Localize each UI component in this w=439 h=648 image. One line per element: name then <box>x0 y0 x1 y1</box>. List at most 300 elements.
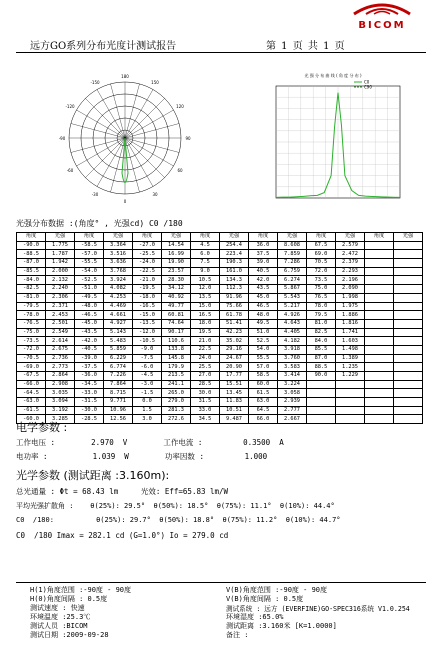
table-cell: 29.16 <box>220 345 249 354</box>
table-cell <box>365 345 394 354</box>
footer-humidity: 环境湿度 :65.0% <box>226 613 284 621</box>
table-cell: -76.5 <box>17 319 46 328</box>
polar-label-m150: -150 <box>90 80 100 85</box>
table-cell: 1.229 <box>336 372 365 381</box>
table-cell: 1.741 <box>336 328 365 337</box>
table-cell: 40.92 <box>162 293 191 302</box>
table-cell: -46.5 <box>75 311 104 320</box>
table-cell: 11.83 <box>220 398 249 407</box>
table-header-row <box>17 233 423 242</box>
footer-temperature: 环境温度 :25.3℃ <box>30 613 91 621</box>
polar-label-90: 90 <box>185 136 191 141</box>
table-cell: 4.927 <box>104 319 133 328</box>
curve-legend <box>354 80 372 90</box>
table-cell: 112.3 <box>220 285 249 294</box>
table-cell: -9.0 <box>133 345 162 354</box>
table-row <box>17 311 423 320</box>
table-cell <box>365 372 394 381</box>
table-cell: 12.56 <box>104 415 133 424</box>
table-header-cell: 角度 <box>249 233 278 242</box>
table-cell: -48.0 <box>75 302 104 311</box>
table-header-cell: 光强 <box>162 233 191 242</box>
table-cell: -39.0 <box>75 354 104 363</box>
table-cell: -1.5 <box>133 389 162 398</box>
table-cell: 1.5 <box>133 406 162 415</box>
table-cell: 85.5 <box>307 345 336 354</box>
polar-ray <box>125 90 153 139</box>
footer-h-step: H(0)角度间隔 : 0.5度 <box>30 595 108 603</box>
table-cell: 70.5 <box>307 259 336 268</box>
table-cell: -24.0 <box>133 259 162 268</box>
intensity-table <box>16 232 423 424</box>
table-cell: 4.469 <box>104 302 133 311</box>
table-cell: 272.6 <box>162 415 191 424</box>
curve-title: 光 强 分 布 曲 线 ( 角 度 分 布 ) <box>304 73 362 78</box>
table-cell: 19.5 <box>191 328 220 337</box>
table-cell: -75.0 <box>17 328 46 337</box>
table-cell: 10.96 <box>104 406 133 415</box>
table-cell: 90.0 <box>307 372 336 381</box>
table-cell: 61.78 <box>220 311 249 320</box>
table-header-cell: 光强 <box>336 233 365 242</box>
table-cell: 281.3 <box>162 406 191 415</box>
table-cell: 66.0 <box>249 415 278 424</box>
table-cell: 39.0 <box>249 259 278 268</box>
table-cell: 79.5 <box>307 311 336 320</box>
table-cell <box>394 319 423 328</box>
table-cell: 5.217 <box>278 302 307 311</box>
table-cell: 2.675 <box>46 345 75 354</box>
table-header-cell: 光强 <box>46 233 75 242</box>
table-header-cell: 光强 <box>104 233 133 242</box>
polar-label-180: 180 <box>121 74 129 79</box>
table-row <box>17 276 423 285</box>
table-cell: 15.51 <box>220 380 249 389</box>
table-cell: 213.5 <box>162 372 191 381</box>
table-cell: 2.614 <box>46 337 75 346</box>
table-cell: 63.0 <box>249 398 278 407</box>
table-cell: 28.5 <box>191 380 220 389</box>
optical-title: 光学参数 (测试距离 :3.160m): <box>16 469 170 482</box>
table-cell: 58.5 <box>249 372 278 381</box>
table-cell: 3.768 <box>104 267 133 276</box>
table-cell: -61.5 <box>17 406 46 415</box>
table-cell: 90.17 <box>162 328 191 337</box>
polar-ray <box>71 124 125 138</box>
table-cell: -67.5 <box>17 372 46 381</box>
table-cell: 223.4 <box>220 250 249 259</box>
table-cell: 2.864 <box>46 372 75 381</box>
table-cell: 3.414 <box>278 372 307 381</box>
polar-ray <box>77 110 126 138</box>
table-cell: 2.379 <box>336 259 365 268</box>
logo-text: BICOM <box>358 20 406 30</box>
table-row <box>17 250 423 259</box>
table-cell: 78.0 <box>307 302 336 311</box>
optical-line-2: 平均光强扩散角 : θ(25%): 29.5° θ(50%): 18.5° θ(75%): 11.1° θ(10%): 44.4° <box>16 502 335 510</box>
table-cell <box>336 389 365 398</box>
table-row <box>17 241 423 250</box>
table-cell: 76.5 <box>307 293 336 302</box>
table-cell: -55.5 <box>75 259 104 268</box>
table-cell: 2.472 <box>336 250 365 259</box>
table-cell: 161.0 <box>220 267 249 276</box>
table-cell: 4.5 <box>191 241 220 250</box>
table-cell: 4.661 <box>104 311 133 320</box>
table-cell <box>336 398 365 407</box>
table-cell: 60.81 <box>162 311 191 320</box>
table-cell: 75.66 <box>220 302 249 311</box>
table-cell <box>394 406 423 415</box>
footer-system: 测试系统 : 远方 (EVERFINE)GO-SPEC316系统 V1.0.254 <box>226 605 410 613</box>
table-cell: -57.0 <box>75 250 104 259</box>
table-body <box>17 241 423 423</box>
table-cell: -51.0 <box>75 285 104 294</box>
table-cell: -45.0 <box>75 319 104 328</box>
table-cell: 16.5 <box>191 311 220 320</box>
table-header-cell: 角度 <box>17 233 46 242</box>
table-row <box>17 380 423 389</box>
table-cell: 2.579 <box>336 241 365 250</box>
table-cell: 6.229 <box>104 354 133 363</box>
table-cell: -21.0 <box>133 276 162 285</box>
table-cell: -72.0 <box>17 345 46 354</box>
polar-label-150: 150 <box>151 80 159 85</box>
table-cell <box>307 406 336 415</box>
table-cell: -33.0 <box>75 389 104 398</box>
table-cell: 40.5 <box>249 267 278 276</box>
footer-h-range: H(1)角度范围 :-90度 - 90度 <box>30 586 132 594</box>
table-cell: 2.549 <box>46 328 75 337</box>
table-cell: 6.774 <box>104 363 133 372</box>
table-cell: 74.64 <box>162 319 191 328</box>
table-cell: 179.9 <box>162 363 191 372</box>
table-cell <box>394 328 423 337</box>
table-cell <box>307 389 336 398</box>
table-cell: 1.389 <box>336 354 365 363</box>
table-cell: -87.0 <box>17 259 46 268</box>
table-cell: 2.196 <box>336 276 365 285</box>
table-row <box>17 267 423 276</box>
table-cell: 84.0 <box>307 337 336 346</box>
table-cell: 5.483 <box>104 337 133 346</box>
table-cell <box>365 380 394 389</box>
table-cell: 24.0 <box>191 354 220 363</box>
table-cell <box>365 389 394 398</box>
polar-ray <box>125 110 174 138</box>
table-cell: 9.0 <box>191 267 220 276</box>
table-header-cell: 角度 <box>365 233 394 242</box>
table-cell: 3.760 <box>278 354 307 363</box>
table-cell: -15.0 <box>133 311 162 320</box>
table-cell: 31.5 <box>191 398 220 407</box>
table-cell <box>365 328 394 337</box>
header-divider <box>16 52 426 53</box>
table-cell: 3.364 <box>104 241 133 250</box>
table-cell: -31.5 <box>75 398 104 407</box>
table-cell: 13.45 <box>220 389 249 398</box>
table-cell: 7.286 <box>278 259 307 268</box>
table-cell <box>365 241 394 250</box>
electrical-title: 电学参数 : <box>16 421 68 434</box>
table-cell: -79.5 <box>17 302 46 311</box>
polar-label-30: 30 <box>152 192 158 197</box>
polar-label-m60: -60 <box>66 168 74 173</box>
table-cell: 241.1 <box>162 380 191 389</box>
table-cell: 3.918 <box>278 345 307 354</box>
table-cell: 88.5 <box>307 363 336 372</box>
table-cell: 81.0 <box>307 319 336 328</box>
table-cell: -40.5 <box>75 345 104 354</box>
table-cell: -69.0 <box>17 363 46 372</box>
table-cell: 1.816 <box>336 319 365 328</box>
table-cell: -16.5 <box>133 302 162 311</box>
table-cell <box>394 372 423 381</box>
optical-line-4: C0 /180 Imax = 282.1 cd (G=1.0°) Io = 279.0 cd <box>16 531 229 540</box>
table-header-cell: 角度 <box>133 233 162 242</box>
table-cell: 61.5 <box>249 389 278 398</box>
table-cell: 37.5 <box>249 250 278 259</box>
legend-c0: C0 <box>364 79 370 85</box>
table-cell: 1.498 <box>336 345 365 354</box>
table-cell <box>307 380 336 389</box>
table-row <box>17 398 423 407</box>
table-cell: 12.0 <box>191 285 220 294</box>
table-cell: -30.0 <box>75 406 104 415</box>
table-cell: 54.0 <box>249 345 278 354</box>
table-cell: -90.0 <box>17 241 46 250</box>
table-cell: 7.859 <box>278 250 307 259</box>
table-cell: 145.8 <box>162 354 191 363</box>
table-cell: 4.082 <box>104 285 133 294</box>
table-cell: -52.5 <box>75 276 104 285</box>
table-cell: 8.715 <box>104 389 133 398</box>
footer-remark: 备注 : <box>226 631 249 639</box>
table-cell <box>365 285 394 294</box>
table-cell <box>394 267 423 276</box>
table-row <box>17 363 423 372</box>
table-cell: -36.0 <box>75 372 104 381</box>
table-cell: 2.453 <box>46 311 75 320</box>
table-cell: 2.306 <box>46 293 75 302</box>
footer-speed: 测试速度 : 快速 <box>30 604 85 612</box>
table-header-cell: 角度 <box>75 233 104 242</box>
table-cell <box>394 276 423 285</box>
table-cell: 190.3 <box>220 259 249 268</box>
table-cell: 46.5 <box>249 302 278 311</box>
table-cell: 4.643 <box>278 319 307 328</box>
table-cell: 3.094 <box>46 398 75 407</box>
table-cell: -18.0 <box>133 293 162 302</box>
legend-c90: C90 <box>364 84 372 90</box>
table-row <box>17 302 423 311</box>
table-row <box>17 293 423 302</box>
table-cell: 7.5 <box>191 259 220 268</box>
table-cell <box>365 337 394 346</box>
table-cell <box>336 406 365 415</box>
table-header-cell: 光强 <box>394 233 423 242</box>
intensity-curve-chart <box>258 70 408 210</box>
table-cell: 42.23 <box>220 328 249 337</box>
table-cell: 28.30 <box>162 276 191 285</box>
footer-v-step: V(B)角度间隔 : 0.5度 <box>226 595 304 603</box>
table-cell: 2.090 <box>336 285 365 294</box>
table-row <box>17 337 423 346</box>
table-cell <box>394 293 423 302</box>
table-cell: 2.908 <box>46 380 75 389</box>
table-cell: 3.583 <box>278 363 307 372</box>
table-cell: 60.0 <box>249 380 278 389</box>
polar-label-120: 120 <box>176 104 184 109</box>
table-cell: 75.0 <box>307 285 336 294</box>
table-cell <box>394 415 423 424</box>
table-cell: 34.5 <box>191 415 220 424</box>
optical-line-1: 总光通量 : Φt = 68.43 lm 光效: Eff=65.83 lm/W <box>16 487 229 496</box>
table-cell: 2.371 <box>46 302 75 311</box>
table-cell: 19.90 <box>162 259 191 268</box>
bicom-logo <box>326 0 438 30</box>
table-row <box>17 285 423 294</box>
polar-chart <box>50 70 200 210</box>
polar-ray <box>125 138 174 166</box>
table-cell: -19.5 <box>133 285 162 294</box>
table-cell: -7.5 <box>133 354 162 363</box>
table-row <box>17 415 423 424</box>
polar-label-m120: -120 <box>65 104 75 109</box>
table-cell: -54.0 <box>75 267 104 276</box>
table-cell: 35.02 <box>220 337 249 346</box>
table-cell: 57.0 <box>249 363 278 372</box>
table-cell: 3.192 <box>46 406 75 415</box>
table-cell: -42.0 <box>75 337 104 346</box>
table-cell <box>365 311 394 320</box>
page-indicator: 第 1 页 共 1 页 <box>266 41 346 52</box>
table-header-cell: 角度 <box>307 233 336 242</box>
table-cell: -43.5 <box>75 328 104 337</box>
table-cell: 6.274 <box>278 276 307 285</box>
table-cell <box>365 406 394 415</box>
table-cell: 16.99 <box>162 250 191 259</box>
table-cell: 87.0 <box>307 354 336 363</box>
polar-label-m90: -90 <box>58 136 66 141</box>
table-cell: 69.0 <box>307 250 336 259</box>
table-cell <box>365 302 394 311</box>
table-cell: -10.5 <box>133 337 162 346</box>
table-cell <box>394 311 423 320</box>
table-cell: 5.543 <box>278 293 307 302</box>
table-cell: -12.0 <box>133 328 162 337</box>
table-cell: -6.0 <box>133 363 162 372</box>
footer-v-range: V(B)角度范围 :-90度 - 90度 <box>226 586 328 594</box>
table-cell: -58.5 <box>75 241 104 250</box>
table-cell <box>394 259 423 268</box>
table-cell <box>336 415 365 424</box>
table-cell: -78.0 <box>17 311 46 320</box>
polar-ray <box>85 138 125 178</box>
footer-date: 测试日期 :2009-09-28 <box>30 631 109 639</box>
table-cell <box>365 319 394 328</box>
table-cell: 67.5 <box>307 241 336 250</box>
table-cell <box>394 398 423 407</box>
table-cell: 1.975 <box>336 302 365 311</box>
table-cell <box>365 415 394 424</box>
table-cell <box>336 380 365 389</box>
polar-ray <box>111 84 125 138</box>
table-cell: 49.5 <box>249 319 278 328</box>
table-cell: 18.0 <box>191 319 220 328</box>
table-cell: -84.0 <box>17 276 46 285</box>
polar-ray <box>125 138 179 152</box>
table-cell <box>394 337 423 346</box>
table-cell: 14.54 <box>162 241 191 250</box>
table-cell: 20.90 <box>220 363 249 372</box>
footer-divider <box>16 582 426 583</box>
table-cell: -34.5 <box>75 380 104 389</box>
table-cell: 134.3 <box>220 276 249 285</box>
table-cell: 36.0 <box>249 241 278 250</box>
table-cell: 3.058 <box>278 389 307 398</box>
table-cell: 49.77 <box>162 302 191 311</box>
table-cell: 48.0 <box>249 311 278 320</box>
table-cell <box>394 285 423 294</box>
table-cell <box>307 398 336 407</box>
footer-distance: 测试距离 :3.160米 [K=1.0000] <box>226 622 337 630</box>
polar-ray <box>77 138 126 166</box>
table-cell: 4.253 <box>104 293 133 302</box>
table-cell: 24.67 <box>220 354 249 363</box>
table-cell: -13.5 <box>133 319 162 328</box>
table-cell: 7.226 <box>104 372 133 381</box>
table-cell: 6.759 <box>278 267 307 276</box>
table-cell: 43.5 <box>249 285 278 294</box>
table-cell: 2.132 <box>46 276 75 285</box>
table-cell: -81.0 <box>17 293 46 302</box>
table-cell <box>365 276 394 285</box>
table-cell <box>365 267 394 276</box>
table-caption: 光强分布数据 :(角度° , 光强cd) C0 /180 <box>16 219 183 228</box>
table-row <box>17 345 423 354</box>
table-cell: 133.8 <box>162 345 191 354</box>
table-cell: 3.636 <box>104 259 133 268</box>
table-cell: 22.5 <box>191 345 220 354</box>
table-cell: 279.0 <box>162 398 191 407</box>
table-cell: 265.0 <box>162 389 191 398</box>
table-cell: -64.5 <box>17 389 46 398</box>
table-cell: -66.0 <box>17 380 46 389</box>
table-row <box>17 328 423 337</box>
table-cell: 51.41 <box>220 319 249 328</box>
table-cell: 3.924 <box>104 276 133 285</box>
polar-ray <box>125 124 179 138</box>
table-cell: 27.0 <box>191 372 220 381</box>
table-cell: 9.771 <box>104 398 133 407</box>
table-cell: 3.035 <box>46 389 75 398</box>
table-cell: 5.867 <box>278 285 307 294</box>
table-cell: 17.77 <box>220 372 249 381</box>
table-cell <box>394 389 423 398</box>
table-cell: 1.886 <box>336 311 365 320</box>
table-cell: 34.12 <box>162 285 191 294</box>
table-cell: 1.235 <box>336 363 365 372</box>
polar-ray <box>125 138 165 178</box>
table-cell: 2.501 <box>46 319 75 328</box>
table-cell: 10.51 <box>220 406 249 415</box>
table-cell: -82.5 <box>17 285 46 294</box>
electrical-line-2: 电功率 : 1.039 W 功率因数 : 1.000 <box>16 452 268 461</box>
table-cell <box>365 398 394 407</box>
table-cell <box>365 354 394 363</box>
polar-ray <box>125 84 139 138</box>
